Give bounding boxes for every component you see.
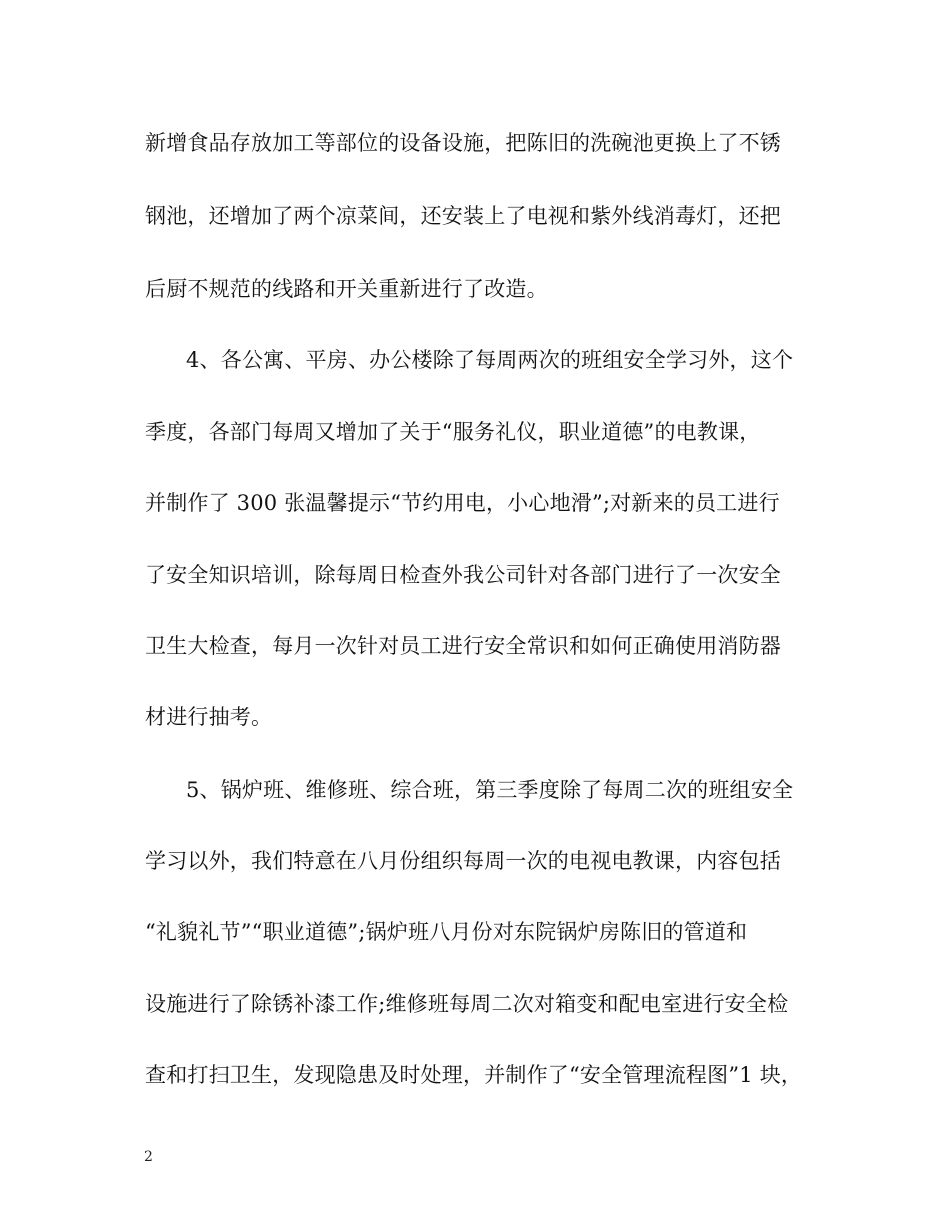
text-line: 查和打扫卫生，发现隐患及时处理，并制作了“安全管理流程图”1 块， [145, 1063, 803, 1087]
text-line: 了安全知识培训，除每周日检查外我公司针对各部门进行了一次安全 [145, 563, 781, 587]
text-line: 新增食品存放加工等部位的设备设施，把陈旧的洗碗池更换上了不锈 [145, 131, 781, 155]
page-number: 2 [144, 1149, 153, 1165]
text-line: 卫生大检查，每月一次针对员工进行安全常识和如何正确使用消防器 [145, 634, 781, 658]
text-line: 后厨不规范的线路和开关重新进行了改造。 [145, 277, 548, 301]
text-line: 季度，各部门每周又增加了关于“服务礼仪，职业道德”的电教课， [145, 420, 761, 444]
paragraph-5-first-line: 5、锅炉班、维修班、综合班，第三季度除了每周二次的班组安全 [186, 778, 794, 802]
text-line: 钢池，还增加了两个凉菜间，还安装上了电视和紫外线消毒灯，还把 [145, 204, 781, 228]
text-line: 并制作了 300 张温馨提示“节约用电，小心地滑”;对新来的员工进行 [145, 491, 780, 515]
text-line: “礼貌礼节”“职业道德”;锅炉班八月份对东院锅炉房陈旧的管道和 [145, 920, 748, 944]
paragraph-4-first-line: 4、各公寓、平房、办公楼除了每周两次的班组安全学习外，这个 [186, 348, 794, 372]
text-line: 学习以外，我们特意在八月份组织每周一次的电视电教课，内容包括 [145, 849, 781, 873]
text-line: 设施进行了除锈补漆工作;维修班每周二次对箱变和配电室进行安全检 [145, 992, 789, 1016]
text-line: 材进行抽考。 [145, 705, 273, 729]
